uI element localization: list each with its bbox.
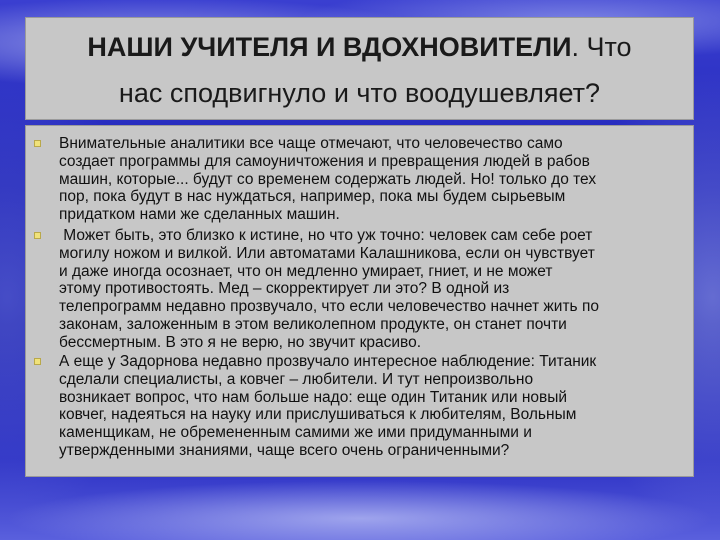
- bullet-line: законам, заложенным в этом великолепном продукте, он станет почти: [59, 315, 567, 333]
- bullet-line: Может быть, это близко к истине, но что уж точно: человек сам себе роет: [59, 227, 593, 244]
- bullet-line: могилу ножом и вилкой. Или автоматами Калашникова, если он чувствует: [59, 244, 595, 262]
- slide-title: [26, 30, 693, 64]
- bullet-line: утвержденными знаниями, чаще всего очень ограниченными?: [59, 441, 510, 459]
- content-panel: [25, 125, 694, 477]
- bullet-line: и даже иногда осознает, что он медленно умирает, гниет, и не может: [59, 262, 553, 280]
- bullet-line: этому противостоять. Мед – скорректирует ли это? В одной из: [59, 280, 510, 298]
- bullet-line: бессмертным. В это я не верю, но звучит красиво.: [59, 333, 422, 351]
- bullet-line: создает программы для самоуничтожения и превращения людей в рабов: [59, 152, 590, 170]
- bullet-line: ковчег, надеяться на науку или прислушиваться к любителям, Вольным: [59, 406, 577, 424]
- bullet-item-2: [26, 227, 693, 352]
- slide-title-rest: . Что: [571, 32, 632, 62]
- slide-title-bold: НАШИ УЧИТЕЛЯ И ВДОХНОВИТЕЛИ: [87, 32, 572, 62]
- bullet-square-icon: [34, 358, 41, 365]
- bullet-item-1: [26, 135, 693, 224]
- bullet-item-3: [26, 353, 693, 460]
- title-panel: [25, 17, 694, 120]
- bullet-square-icon: [34, 140, 41, 147]
- bullet-square-icon: [34, 232, 41, 239]
- bullet-line: машин, которые... будут со временем содержать людей. Но! только до тех: [59, 170, 597, 188]
- bullet-line: А еще у Задорнова недавно прозвучало интересное наблюдение: Титаник: [59, 353, 597, 370]
- bullet-line: телепрограмм недавно прозвучало, что если человечество начнет жить по: [59, 298, 599, 316]
- bullet-line: сделали специалисты, а ковчег – любители. И тут непроизвольно: [59, 370, 534, 388]
- bullet-line: Внимательные аналитики все чаще отмечают, что человечество само: [59, 135, 563, 152]
- bullet-line: каменщикам, не обремененным самими же ими придуманными и: [59, 424, 532, 442]
- bullet-line: придатком нами же сделанных машин.: [59, 206, 340, 224]
- bullet-line: пор, пока будут в нас нуждаться, например, пока мы будем сырьевым: [59, 188, 566, 206]
- slide-subtitle: нас сподвигнуло и что воодушевляет?: [118, 78, 601, 108]
- bullet-line: возникает вопрос, что нам больше надо: еще один Титаник или новый: [59, 388, 568, 406]
